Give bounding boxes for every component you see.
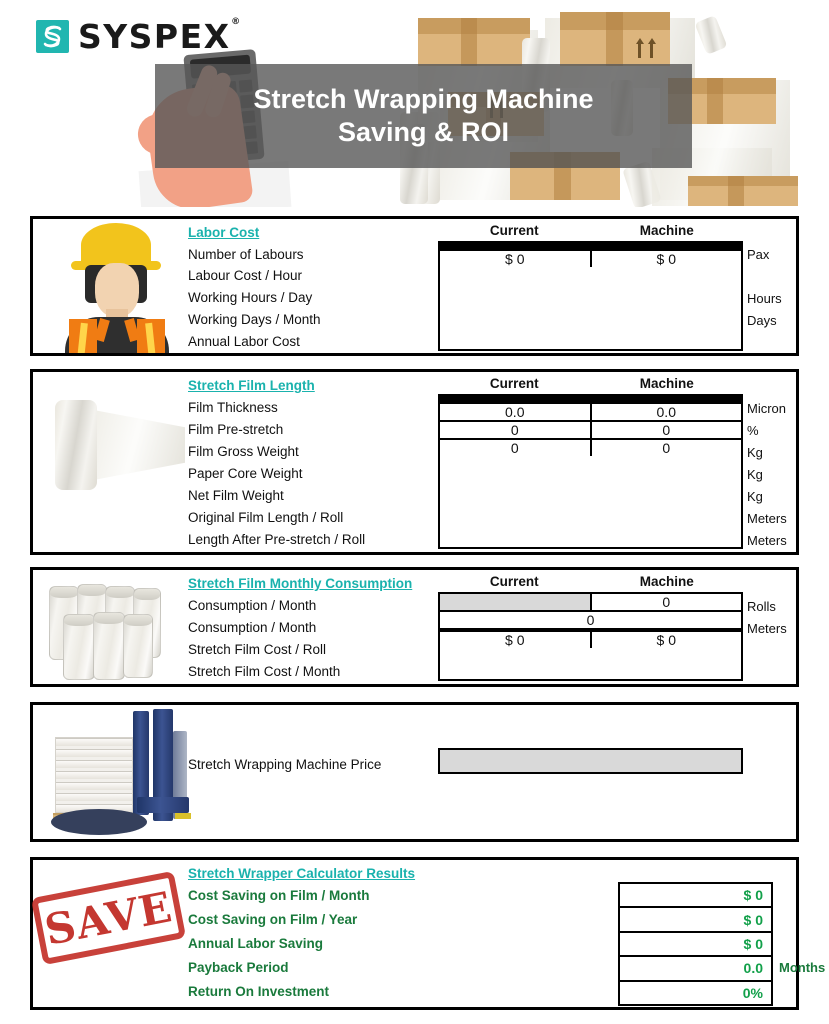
page-title-line2: Saving & ROI	[337, 117, 509, 147]
value-original-film-length-current: 0	[440, 422, 592, 438]
row-label: Working Days / Month	[188, 312, 321, 327]
table-row	[440, 632, 741, 648]
syspex-logo-mark-icon	[36, 20, 69, 53]
value-film-cost-per-month-machine: $ 0	[592, 632, 742, 648]
value-net-film-weight-machine: 0.0	[592, 404, 742, 420]
value-original-film-length-machine: 0	[592, 422, 742, 438]
section-stretch-film-length	[30, 369, 799, 555]
unit-label: Kg	[747, 467, 763, 482]
input-machine-price[interactable]	[438, 748, 743, 774]
save-stamp-text: SAVE	[40, 881, 177, 955]
unit-label: Kg	[747, 445, 763, 460]
cardboard-box	[418, 18, 530, 66]
results-label-column	[188, 866, 478, 1004]
column-headers-consumption	[438, 574, 743, 589]
table-row	[440, 440, 741, 456]
value-payback-period: 0.0	[620, 957, 771, 981]
film-roll-cluster-icon	[45, 578, 185, 682]
value-consumption-rolls-machine: 0	[592, 594, 742, 610]
unit-label: Rolls	[747, 599, 776, 614]
unit-label: Days	[747, 313, 777, 328]
unit-label: Meters	[747, 511, 787, 526]
row-label: Paper Core Weight	[188, 466, 303, 481]
table-row	[440, 594, 741, 612]
results-value-grid	[618, 882, 773, 1006]
column-header-machine: Machine	[639, 376, 694, 391]
table-row	[440, 612, 741, 630]
stretch-wrapping-machine-icon	[41, 709, 201, 839]
result-label: Cost Saving on Film / Month	[188, 888, 370, 903]
row-label: Film Gross Weight	[188, 444, 299, 459]
row-label: Labour Cost / Hour	[188, 268, 303, 283]
value-cost-saving-film-month: $ 0	[620, 884, 771, 908]
value-film-cost-per-month-current: $ 0	[440, 632, 592, 648]
labor-input-grid	[438, 241, 743, 351]
brand-name: SYSPEX	[78, 17, 231, 56]
cardboard-box	[688, 176, 798, 206]
column-header-current: Current	[489, 223, 539, 238]
row-label: Consumption / Month	[188, 620, 317, 635]
section-heading-consumption: Stretch Film Monthly Consumption	[188, 576, 413, 591]
row-label: Stretch Film Cost / Roll	[188, 642, 327, 657]
section-heading-film-length: Stretch Film Length	[188, 378, 315, 393]
row-label: Original Film Length / Roll	[188, 510, 344, 525]
column-header-current: Current	[489, 376, 539, 391]
value-annual-labor-cost-machine: $ 0	[592, 251, 742, 267]
row-label: Film Pre-stretch	[188, 422, 284, 437]
column-header-machine: Machine	[639, 223, 694, 238]
result-label: Cost Saving on Film / Year	[188, 912, 358, 927]
column-header-machine: Machine	[639, 574, 694, 589]
row-label: Number of Labours	[188, 247, 304, 262]
value-annual-labor-saving: $ 0	[620, 933, 771, 957]
syspex-logo-text	[78, 17, 242, 56]
value-annual-labor-cost-current: $ 0	[440, 251, 592, 267]
unit-label: %	[747, 423, 759, 438]
result-label: Annual Labor Saving	[188, 936, 324, 951]
table-row	[440, 422, 741, 440]
value-length-after-prestretch-current: 0	[440, 440, 592, 456]
header-title-banner	[155, 64, 692, 168]
page-header	[0, 0, 829, 207]
row-label: Length After Pre-stretch / Roll	[188, 532, 366, 547]
stretch-film-roll-icon	[45, 394, 185, 494]
table-row	[440, 251, 741, 267]
result-label: Payback Period	[188, 960, 289, 975]
syspex-logo	[36, 17, 242, 56]
worker-illustration-icon	[43, 219, 189, 353]
consumption-grid	[438, 592, 743, 681]
value-length-after-prestretch-machine: 0	[592, 440, 742, 456]
unit-label: Hours	[747, 291, 782, 306]
row-label: Working Hours / Day	[188, 290, 313, 305]
unit-label: Pax	[747, 247, 770, 262]
labor-label-column	[188, 225, 458, 353]
column-header-current: Current	[489, 574, 539, 589]
column-headers-film-length	[438, 376, 743, 391]
value-cost-saving-film-year: $ 0	[620, 908, 771, 932]
value-consumption-meters: 0	[440, 612, 741, 628]
input-consumption-rolls-current[interactable]	[440, 594, 592, 610]
result-label: Return On Investment	[188, 984, 330, 999]
section-machine-price	[30, 702, 799, 842]
unit-label: Micron	[747, 401, 787, 416]
row-label: Film Thickness	[188, 400, 278, 415]
unit-label: Meters	[747, 621, 787, 636]
unit-label: Kg	[747, 489, 763, 504]
page-title-line1: Stretch Wrapping Machine	[253, 84, 594, 115]
column-headers-labor	[438, 223, 743, 238]
unit-label-months: Months	[779, 960, 826, 975]
film-length-label-column	[188, 378, 458, 551]
film-length-grid	[438, 394, 743, 549]
registered-trademark-icon: ®	[231, 17, 242, 27]
section-labor-cost	[30, 216, 799, 356]
table-row	[440, 404, 741, 422]
section-monthly-consumption	[30, 567, 799, 687]
section-heading-labor: Labor Cost	[188, 225, 260, 240]
section-heading-results: Stretch Wrapper Calculator Results	[188, 866, 416, 881]
consumption-label-column	[188, 576, 468, 683]
row-label: Annual Labor Cost	[188, 334, 300, 349]
row-label: Stretch Film Cost / Month	[188, 664, 341, 679]
value-net-film-weight-current: 0.0	[440, 404, 592, 420]
unit-label: Meters	[747, 533, 787, 548]
row-label: Net Film Weight	[188, 488, 284, 503]
row-label: Consumption / Month	[188, 598, 317, 613]
machine-price-label: Stretch Wrapping Machine Price	[188, 757, 382, 772]
value-return-on-investment: 0%	[620, 982, 771, 1004]
